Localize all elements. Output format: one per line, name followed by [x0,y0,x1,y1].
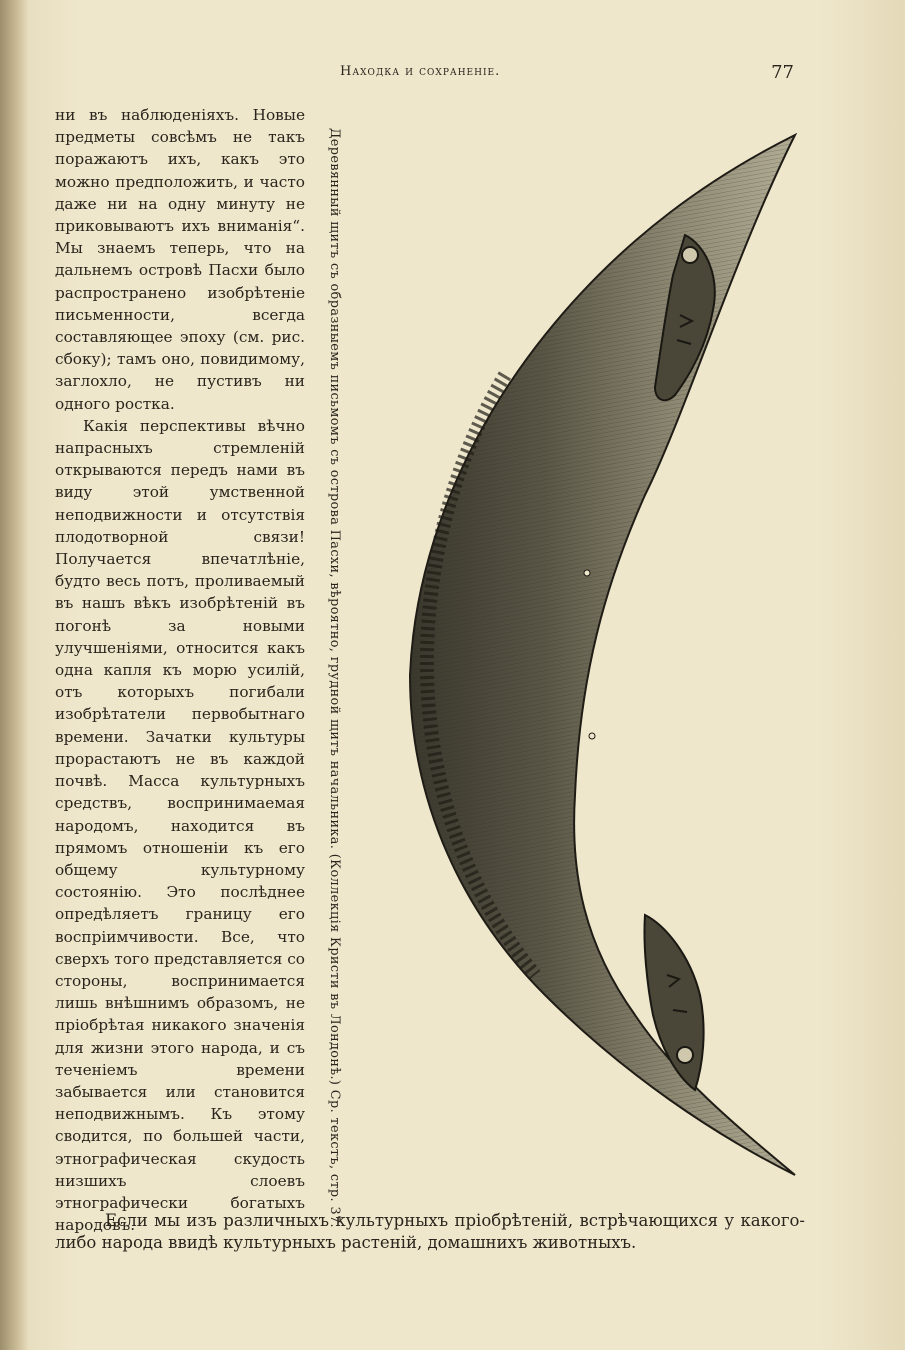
attachment-hole-2 [589,733,595,739]
bottom-paragraph-text: Если мы изъ различныхъ культурныхъ пріобрѣтеній, встрѣчающихся у какого-либо народа ввидѣ культурныхъ растеній, домашнихъ животныхъ. [55,1211,805,1252]
running-head: Находка и сохраненіе. [340,64,501,79]
page-number: 77 [771,62,794,83]
binding-shadow [0,0,28,1350]
paragraph-1: ни въ наблюденіяхъ. Новые предметы совсѣмъ не такъ поражаютъ ихъ, какъ это можно предположить, и часто даже ни на одну минуту не приковываютъ ихъ вниманія“. Мы знаемъ теперь, что на дальнемъ островѣ Пасхи было распространено изобрѣтеніе письменности, всегда составляющее эпоху (см. рис. сбоку); тамъ оно, повидимому, заглохло, не пустивъ ни одного ростка. [55,106,305,413]
page-header [60,60,800,88]
paragraph-2: Какія перспективы вѣчно напрасныхъ стремленій открываются передъ нами въ виду этой умственной неподвижности и отсутствія плодотворной связи! Получается впечатлѣніе, будто весь потъ, проливаемый въ нашъ вѣкъ изобрѣтеній въ погонѣ за новыми улучшеніями, относится какъ одна капля къ морю усилій, отъ которыхъ погибали изобрѣтатели первобытнаго времени. Зачатки культуры прорастаютъ не въ каждой почвѣ. Масса культурныхъ средствъ, воспринимаемая народомъ, находится въ прямомъ отношеніи къ его общему культурному состоянію. Это послѣднее опредѣляетъ границу его воспріимчивости. Все, что сверхъ того представляется со стороны, воспринимается лишь внѣшнимъ образомъ, не пріобрѣтая никакого значенія для жизни этого народа, и съ теченіемъ времени забывается или становится неподвижнымъ. Къ этому сводится, по большей части, этнографическая скудость низшихъ слоевъ этнографически богатыхъ народовъ. [55,416,305,1235]
shield-hatching [410,135,795,1175]
shield-illustration [355,115,815,1195]
bottom-paragraph [55,1210,805,1254]
body-text-column [55,104,305,1236]
figure-caption [322,128,346,1229]
figure-caption-text: Деревянный щитъ съ образныемъ письмомъ съ острова Пасхи, вѣроятно, грудной щитъ начальника. (Коллекція Кристи въ Лондонѣ.) Ср. текстъ, стр. 37. [327,128,342,1229]
attachment-hole-1 [584,570,590,576]
